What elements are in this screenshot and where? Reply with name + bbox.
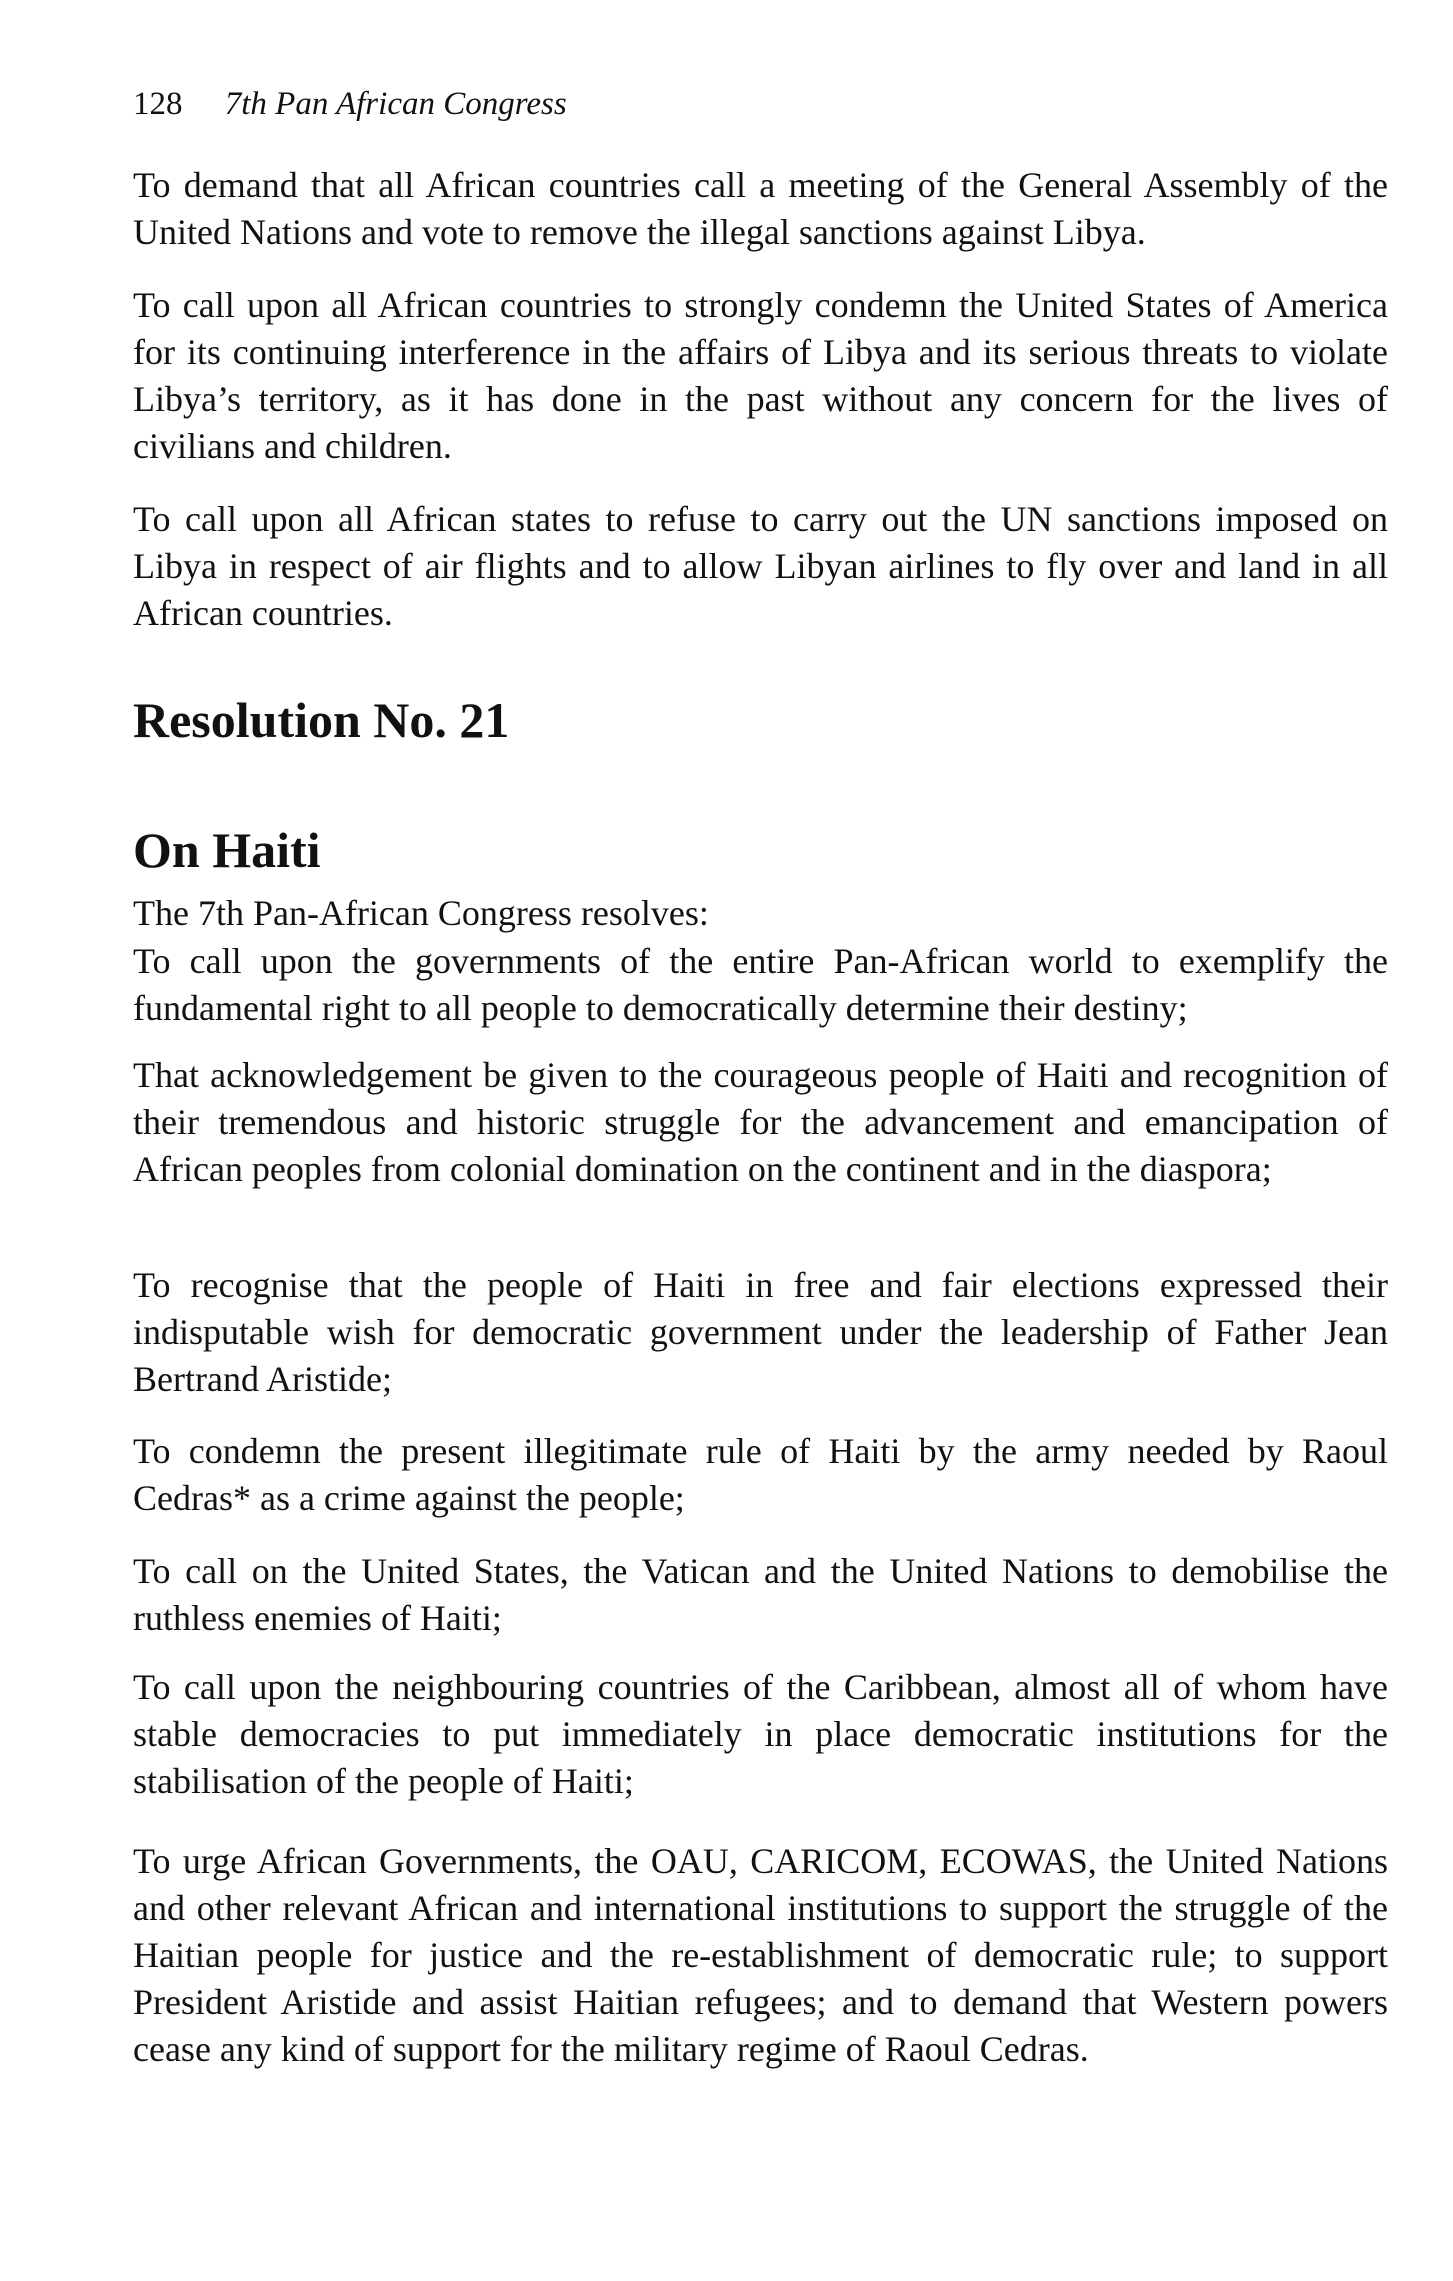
haiti-paragraph-5: To call on the United States, the Vatican and the United Nations to demobilise the ruthless enemies of Haiti; [133,1551,1388,1638]
resolution-subheading: On Haiti [133,822,321,878]
page-number: 128 [133,86,183,122]
haiti-paragraph-1: To call upon the governments of the entire Pan-African world to exemplify the fundamental right to all people to democratically determine their destiny; [133,941,1388,1028]
resolution-intro: The 7th Pan-African Congress resolves: [133,893,709,933]
libya-paragraph-3: To call upon all African states to refuse to carry out the UN sanctions imposed on Libya in respect of air flights and to allow Libyan airlines to fly over and land in all African countries. [133,499,1388,633]
libya-paragraph-1: To demand that all African countries call a meeting of the General Assembly of the United Nations and vote to remove the illegal sanctions against Libya. [133,165,1388,252]
book-title: 7th Pan African Congress [224,86,567,122]
haiti-paragraph-6: To call upon the neighbouring countries of the Caribbean, almost all of whom have stable democracies to put immediately in place democratic institutions for the stabilisation of the people of Haiti; [133,1667,1388,1801]
resolution-heading: Resolution No. 21 [133,692,510,748]
libya-paragraph-2: To call upon all African countries to strongly condemn the United States of America for its continuing interference in the affairs of Libya and its serious threats to violate Libya’s territory, as it has done in the past without any concern for the lives of civilians and children. [133,285,1388,466]
haiti-paragraph-3: To recognise that the people of Haiti in free and fair elections expressed their indisputable wish for democratic government under the leadership of Father Jean Bertrand Aristide; [133,1265,1388,1399]
haiti-paragraph-2: That acknowledgement be given to the courageous people of Haiti and recognition of their tremendous and historic struggle for the advancement and emancipation of African peoples from colonial domination on the continent and in the diaspora; [133,1055,1388,1189]
haiti-paragraph-4: To condemn the present illegitimate rule of Haiti by the army needed by Raoul Cedras* as a crime against the people; [133,1431,1388,1518]
haiti-paragraph-7: To urge African Governments, the OAU, CARICOM, ECOWAS, the United Nations and other relevant African and international institutions to support the struggle of the Haitian people for justice and the re-establishment of democratic rule; to support President Aristide and assist Haitian refugees; and to demand that Western powers cease any kind of support for the military regime of Raoul Cedras. [133,1841,1388,2069]
running-header [133,84,567,124]
